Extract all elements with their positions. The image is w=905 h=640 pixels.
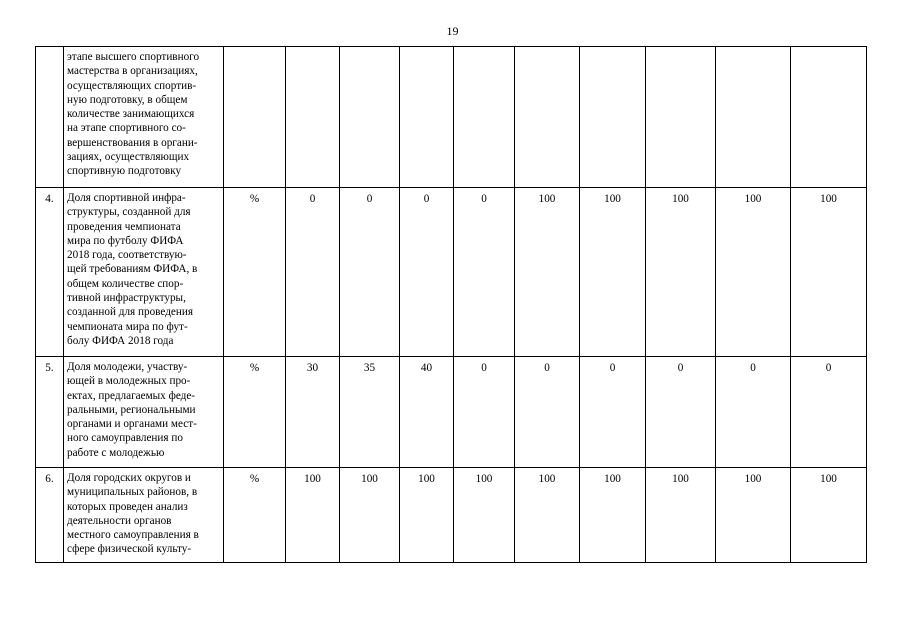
value-cell: 30 [286, 357, 340, 468]
value-cell: 100 [716, 188, 791, 357]
indicator-name-line: на этапе спортивного со- [67, 122, 186, 135]
value-cell [340, 47, 400, 188]
table-row [36, 47, 867, 188]
indicator-name-cell [64, 47, 224, 188]
value-cell: 0 [286, 188, 340, 357]
value-cell [454, 47, 515, 188]
indicator-name-line: работе с молодежью [67, 446, 165, 459]
indicators-table [35, 46, 867, 563]
indicator-name-line: которых проведен анализ [67, 500, 188, 513]
indicator-name-line: Доля спортивной инфра- [67, 192, 186, 204]
indicator-name-line: тивной инфраструктуры, [67, 292, 186, 305]
row-number-cell: 5. [36, 357, 64, 468]
indicator-name-line: местного самоуправления в [67, 529, 199, 542]
value-cell: 0 [515, 357, 580, 468]
value-cell: 100 [580, 188, 646, 357]
value-cell: 100 [515, 468, 580, 563]
indicator-name-line: мастерства в организациях, [67, 65, 198, 78]
indicator-name-line: созданной для проведения [67, 306, 193, 319]
value-cell: 100 [454, 468, 515, 563]
row-number-cell: 4. [36, 188, 64, 357]
indicator-name-line: мира по футболу ФИФА [67, 234, 184, 247]
value-cell [646, 47, 716, 188]
unit-cell: % [224, 468, 286, 563]
value-cell [580, 47, 646, 188]
value-cell [791, 47, 867, 188]
indicator-name-line: ральными, региональными [67, 403, 196, 416]
indicator-name-line: спортивную подготовку [67, 165, 182, 178]
indicator-name-line: муниципальных районов, в [67, 486, 198, 499]
value-cell [515, 47, 580, 188]
value-cell: 100 [340, 468, 400, 563]
value-cell: 100 [580, 468, 646, 563]
value-cell: 100 [400, 468, 454, 563]
indicator-name-cell [64, 468, 224, 563]
table-row [36, 468, 867, 563]
value-cell: 100 [286, 468, 340, 563]
indicator-name-line: органами и органами мест- [67, 418, 197, 431]
value-cell: 0 [646, 357, 716, 468]
value-cell [286, 47, 340, 188]
indicator-name-line: деятельности органов [67, 514, 172, 527]
unit-cell: % [224, 357, 286, 468]
indicator-name-line: сфере физической культу- [67, 543, 192, 556]
value-cell: 100 [646, 188, 716, 357]
value-cell: 0 [716, 357, 791, 468]
indicator-name-line: ектах, предлагаемых феде- [67, 389, 196, 402]
indicator-name-line: количестве занимающихся [67, 108, 195, 121]
indicator-name-line: вершенствования в органи- [67, 136, 198, 149]
indicator-name-line: щей требованиям ФИФА, в [67, 263, 198, 276]
unit-cell [224, 47, 286, 188]
value-cell: 0 [580, 357, 646, 468]
indicator-name-cell [64, 357, 224, 468]
indicator-name-line: проведения чемпионата [67, 220, 181, 233]
indicator-name-line: Доля молодежи, участву- [67, 361, 188, 373]
indicator-name-cell [64, 188, 224, 357]
value-cell: 0 [400, 188, 454, 357]
value-cell: 40 [400, 357, 454, 468]
indicator-name-line: зациях, осуществляющих [67, 151, 190, 164]
value-cell [716, 47, 791, 188]
value-cell: 100 [646, 468, 716, 563]
value-cell: 0 [791, 357, 867, 468]
indicator-name-line: чемпионата мира по фут- [67, 320, 188, 333]
value-cell [400, 47, 454, 188]
row-number-cell [36, 47, 64, 188]
value-cell: 100 [791, 468, 867, 563]
indicator-name-line: структуры, созданной для [67, 206, 191, 219]
indicator-name-line: Доля городских округов и [67, 472, 191, 484]
value-cell: 0 [340, 188, 400, 357]
table-row [36, 188, 867, 357]
table-row [36, 357, 867, 468]
indicator-name-line: ного самоуправления по [67, 432, 183, 445]
indicator-name-line: общем количестве спор- [67, 277, 184, 290]
indicator-name-line: 2018 года, соответствую- [67, 249, 187, 262]
value-cell: 100 [791, 188, 867, 357]
indicator-name-line: этапе высшего спортивного [67, 51, 200, 63]
indicator-name-line: осуществляющих спортив- [67, 79, 197, 92]
row-number-cell: 6. [36, 468, 64, 563]
unit-cell: % [224, 188, 286, 357]
indicator-name-line: ную подготовку, в общем [67, 93, 188, 106]
value-cell: 100 [716, 468, 791, 563]
table-body [36, 47, 867, 563]
indicator-name-line: ющей в молодежных про- [67, 375, 191, 388]
value-cell: 100 [515, 188, 580, 357]
page-number: 19 [446, 24, 459, 38]
value-cell: 0 [454, 357, 515, 468]
indicator-name-line: болу ФИФА 2018 года [67, 334, 174, 347]
value-cell: 35 [340, 357, 400, 468]
value-cell: 0 [454, 188, 515, 357]
